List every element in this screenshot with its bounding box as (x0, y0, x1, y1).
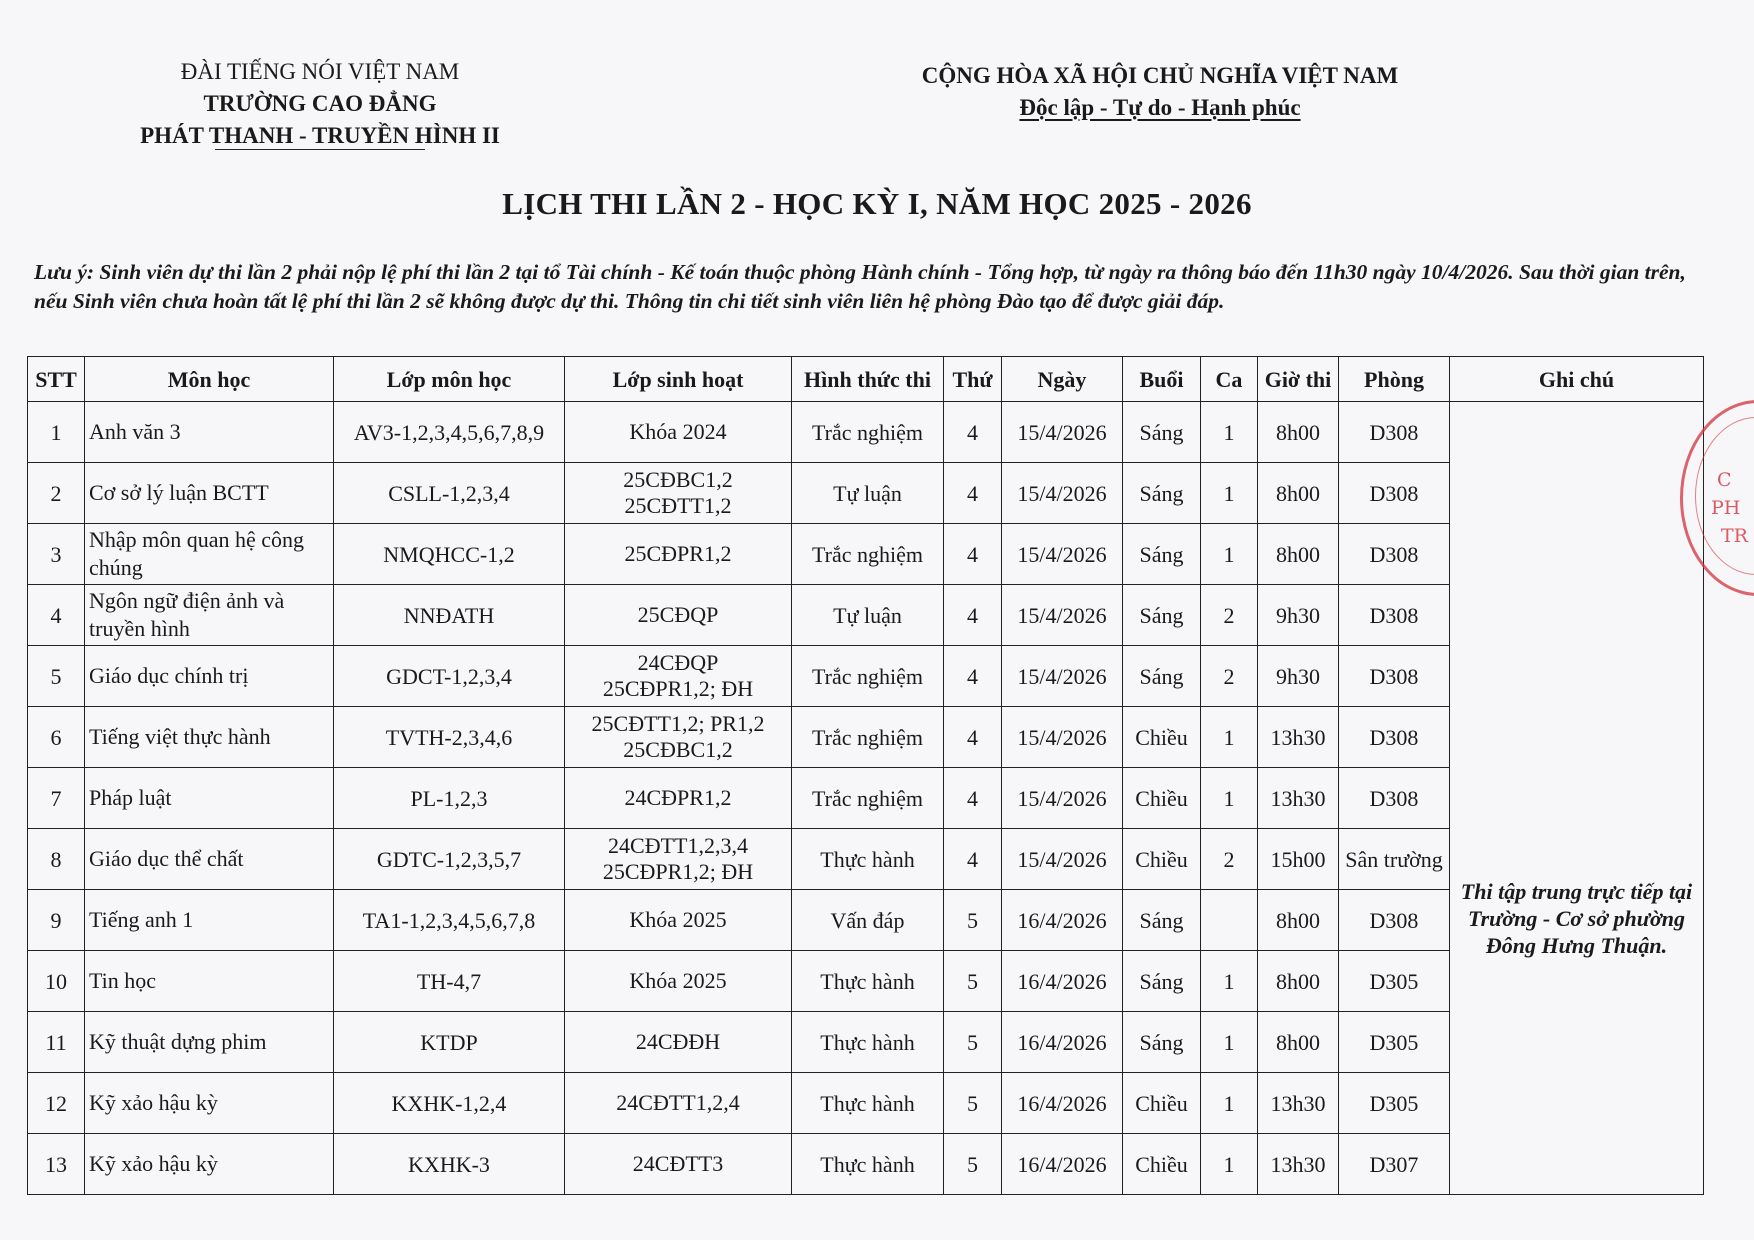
cell-home-class (565, 524, 792, 585)
cell-stt: 4 (28, 585, 85, 646)
home-class-line-1: 24CĐTT3 (632, 1151, 724, 1176)
col-header-time: Giờ thi (1258, 357, 1339, 402)
cell-subject: Kỹ thuật dựng phim (85, 1012, 334, 1073)
home-class-line-1: Khóa 2025 (629, 907, 727, 932)
national-motto: Độc lập - Tự do - Hạnh phúc (1019, 95, 1301, 120)
cell-shift: 1 (1201, 402, 1258, 463)
cell-shift: 1 (1201, 1012, 1258, 1073)
cell-time: 8h00 (1258, 463, 1339, 524)
cell-subject: Giáo dục chính trị (85, 646, 334, 707)
table-row (28, 402, 1704, 463)
cell-time: 15h00 (1258, 829, 1339, 890)
cell-subject: Kỹ xảo hậu kỳ (85, 1073, 334, 1134)
cell-time: 8h00 (1258, 951, 1339, 1012)
cell-course-class: KXHK-3 (334, 1134, 565, 1195)
cell-home-class (565, 707, 792, 768)
cell-date: 15/4/2026 (1002, 768, 1123, 829)
cell-time: 8h00 (1258, 402, 1339, 463)
cell-shift: 2 (1201, 646, 1258, 707)
cell-shift: 1 (1201, 463, 1258, 524)
cell-home-class (565, 1073, 792, 1134)
cell-room: D305 (1339, 951, 1450, 1012)
cell-date: 16/4/2026 (1002, 1012, 1123, 1073)
cell-stt: 12 (28, 1073, 85, 1134)
cell-course-class: TA1-1,2,3,4,5,6,7,8 (334, 890, 565, 951)
cell-time: 13h30 (1258, 768, 1339, 829)
cell-session: Sáng (1123, 646, 1201, 707)
cell-format: Trắc nghiệm (792, 707, 944, 768)
cell-time: 9h30 (1258, 585, 1339, 646)
cell-session: Sáng (1123, 463, 1201, 524)
cell-format: Thực hành (792, 1073, 944, 1134)
cell-session: Sáng (1123, 890, 1201, 951)
official-seal-inner-ring (1695, 417, 1754, 575)
cell-date: 15/4/2026 (1002, 707, 1123, 768)
col-header-session: Buổi (1123, 357, 1201, 402)
seal-text-1: C (1717, 469, 1732, 491)
cell-room: D308 (1339, 463, 1450, 524)
cell-subject: Cơ sở lý luận BCTT (85, 463, 334, 524)
cell-stt: 2 (28, 463, 85, 524)
cell-date: 16/4/2026 (1002, 1073, 1123, 1134)
cell-weekday: 4 (944, 463, 1002, 524)
cell-date: 15/4/2026 (1002, 463, 1123, 524)
cell-format: Vấn đáp (792, 890, 944, 951)
country-name: CỘNG HÒA XÃ HỘI CHỦ NGHĨA VIỆT NAM (921, 63, 1399, 88)
cell-format: Thực hành (792, 1134, 944, 1195)
cell-course-class: KXHK-1,2,4 (334, 1073, 565, 1134)
cell-date: 15/4/2026 (1002, 585, 1123, 646)
cell-date: 16/4/2026 (1002, 890, 1123, 951)
org-line-2: TRƯỜNG CAO ĐẲNG (203, 91, 437, 116)
cell-subject: Giáo dục thể chất (85, 829, 334, 890)
cell-weekday: 5 (944, 951, 1002, 1012)
cell-shift: 1 (1201, 768, 1258, 829)
cell-shift: 1 (1201, 951, 1258, 1012)
home-class-line-2: 25CĐPR1,2; ĐH (602, 859, 754, 884)
cell-weekday: 4 (944, 768, 1002, 829)
cell-shift: 2 (1201, 829, 1258, 890)
cell-weekday: 4 (944, 707, 1002, 768)
col-header-stt: STT (28, 357, 85, 402)
cell-room: D305 (1339, 1012, 1450, 1073)
cell-course-class: TVTH-2,3,4,6 (334, 707, 565, 768)
cell-room: D308 (1339, 402, 1450, 463)
cell-home-class (565, 1134, 792, 1195)
cell-subject: Anh văn 3 (85, 402, 334, 463)
cell-session: Chiều (1123, 829, 1201, 890)
cell-session: Sáng (1123, 402, 1201, 463)
col-header-course-class: Lớp môn học (334, 357, 565, 402)
seal-text-2: PH (1711, 497, 1741, 519)
cell-remark (1450, 402, 1704, 1195)
cell-subject: Ngôn ngữ điện ảnh và truyền hình (85, 585, 334, 646)
col-header-home-class: Lớp sinh hoạt (565, 357, 792, 402)
cell-stt: 13 (28, 1134, 85, 1195)
cell-room: D307 (1339, 1134, 1450, 1195)
col-header-shift: Ca (1201, 357, 1258, 402)
table-header-row (28, 357, 1704, 402)
cell-stt: 9 (28, 890, 85, 951)
cell-format: Tự luận (792, 585, 944, 646)
cell-weekday: 4 (944, 646, 1002, 707)
cell-stt: 11 (28, 1012, 85, 1073)
cell-course-class: NMQHCC-1,2 (334, 524, 565, 585)
home-class-line-1: 24CĐQP (637, 650, 719, 675)
cell-format: Tự luận (792, 463, 944, 524)
cell-room: D308 (1339, 707, 1450, 768)
cell-format: Thực hành (792, 951, 944, 1012)
cell-subject: Tin học (85, 951, 334, 1012)
cell-format: Trắc nghiệm (792, 768, 944, 829)
cell-course-class: GDCT-1,2,3,4 (334, 646, 565, 707)
cell-course-class: GDTC-1,2,3,5,7 (334, 829, 565, 890)
cell-format: Thực hành (792, 829, 944, 890)
cell-time: 13h30 (1258, 707, 1339, 768)
col-header-remark: Ghi chú (1450, 357, 1704, 402)
cell-time: 8h00 (1258, 1012, 1339, 1073)
cell-weekday: 4 (944, 585, 1002, 646)
exam-schedule-table (27, 356, 1704, 1195)
cell-format: Trắc nghiệm (792, 524, 944, 585)
cell-session: Chiều (1123, 1073, 1201, 1134)
cell-shift (1201, 890, 1258, 951)
col-header-room: Phòng (1339, 357, 1450, 402)
cell-time: 13h30 (1258, 1134, 1339, 1195)
cell-weekday: 5 (944, 1012, 1002, 1073)
notice-text: Lưu ý: Sinh viên dự thi lần 2 phải nộp lệ phí thi lần 2 tại tổ Tài chính - Kế toán thuộc phòng Hành chính - Tổng hợp, từ ngày ra thông báo đến 11h30 ngày 10/4/2026. Sau thời gian trên, nếu Sinh viên chưa hoàn tất lệ phí thi lần 2 sẽ không được dự thi. Thông tin chi tiết sinh viên liên hệ phòng Đào tạo để được giải đáp. (34, 260, 1686, 313)
cell-format: Thực hành (792, 1012, 944, 1073)
cell-home-class (565, 829, 792, 890)
home-class-line-1: Khóa 2025 (629, 968, 727, 993)
cell-stt: 10 (28, 951, 85, 1012)
page-title: LỊCH THI LẦN 2 - HỌC KỲ I, NĂM HỌC 2025 - 2026 (502, 186, 1252, 221)
cell-shift: 1 (1201, 1134, 1258, 1195)
cell-course-class: NNĐATH (334, 585, 565, 646)
cell-date: 15/4/2026 (1002, 829, 1123, 890)
cell-subject: Kỹ xảo hậu kỳ (85, 1134, 334, 1195)
home-class-line-1: 24CĐTT1,2,4 (616, 1090, 740, 1115)
cell-home-class (565, 402, 792, 463)
col-header-format: Hình thức thi (792, 357, 944, 402)
cell-room: D308 (1339, 768, 1450, 829)
home-class-line-2: 25CĐTT1,2 (624, 493, 732, 518)
home-class-line-1: 25CĐTT1,2; PR1,2 (591, 711, 765, 736)
cell-room: D308 (1339, 585, 1450, 646)
cell-course-class: CSLL-1,2,3,4 (334, 463, 565, 524)
cell-session: Chiều (1123, 1134, 1201, 1195)
cell-stt: 7 (28, 768, 85, 829)
col-header-weekday: Thứ (944, 357, 1002, 402)
cell-time: 9h30 (1258, 646, 1339, 707)
cell-shift: 2 (1201, 585, 1258, 646)
cell-course-class: KTDP (334, 1012, 565, 1073)
cell-weekday: 5 (944, 1134, 1002, 1195)
cell-home-class (565, 646, 792, 707)
cell-subject: Nhập môn quan hệ công chúng (85, 524, 334, 585)
cell-date: 16/4/2026 (1002, 951, 1123, 1012)
home-class-line-1: 25CĐQP (637, 602, 719, 627)
home-class-line-1: 25CĐPR1,2 (624, 541, 732, 566)
home-class-line-2: 25CĐBC1,2 (623, 737, 733, 762)
cell-time: 13h30 (1258, 1073, 1339, 1134)
col-header-date: Ngày (1002, 357, 1123, 402)
cell-time: 8h00 (1258, 524, 1339, 585)
cell-session: Chiều (1123, 707, 1201, 768)
table-body (28, 402, 1704, 1195)
cell-date: 15/4/2026 (1002, 646, 1123, 707)
cell-date: 15/4/2026 (1002, 402, 1123, 463)
cell-weekday: 4 (944, 829, 1002, 890)
home-class-line-1: 24CĐPR1,2 (624, 785, 732, 810)
cell-date: 15/4/2026 (1002, 524, 1123, 585)
col-header-subject: Môn học (85, 357, 334, 402)
cell-subject: Tiếng việt thực hành (85, 707, 334, 768)
cell-home-class (565, 585, 792, 646)
cell-room: D305 (1339, 1073, 1450, 1134)
cell-session: Sáng (1123, 1012, 1201, 1073)
cell-session: Sáng (1123, 524, 1201, 585)
cell-stt: 3 (28, 524, 85, 585)
cell-room: D308 (1339, 646, 1450, 707)
cell-room: D308 (1339, 524, 1450, 585)
cell-shift: 1 (1201, 707, 1258, 768)
cell-stt: 1 (28, 402, 85, 463)
national-header (880, 60, 1440, 124)
cell-home-class (565, 463, 792, 524)
home-class-line-1: 25CĐBC1,2 (623, 467, 733, 492)
cell-format: Trắc nghiệm (792, 646, 944, 707)
home-class-line-1: 24CĐĐH (635, 1029, 721, 1054)
cell-room: Sân trường (1339, 829, 1450, 890)
home-class-line-1: Khóa 2024 (629, 419, 727, 444)
cell-course-class: TH-4,7 (334, 951, 565, 1012)
cell-subject: Tiếng anh 1 (85, 890, 334, 951)
cell-weekday: 4 (944, 402, 1002, 463)
cell-course-class: PL-1,2,3 (334, 768, 565, 829)
cell-room: D308 (1339, 890, 1450, 951)
cell-stt: 8 (28, 829, 85, 890)
cell-session: Sáng (1123, 951, 1201, 1012)
home-class-line-1: 24CĐTT1,2,3,4 (608, 833, 748, 858)
seal-text-3: TR (1721, 525, 1748, 547)
cell-stt: 5 (28, 646, 85, 707)
cell-home-class (565, 1012, 792, 1073)
organization-header (110, 56, 530, 150)
cell-home-class (565, 951, 792, 1012)
remark-text: Thi tập trung trực tiếp tại Trường - Cơ sở phường Đông Hưng Thuận. (1460, 878, 1693, 958)
cell-shift: 1 (1201, 524, 1258, 585)
cell-weekday: 4 (944, 524, 1002, 585)
cell-format: Trắc nghiệm (792, 402, 944, 463)
cell-subject: Pháp luật (85, 768, 334, 829)
cell-course-class: AV3-1,2,3,4,5,6,7,8,9 (334, 402, 565, 463)
cell-time: 8h00 (1258, 890, 1339, 951)
cell-date: 16/4/2026 (1002, 1134, 1123, 1195)
cell-weekday: 5 (944, 1073, 1002, 1134)
cell-stt: 6 (28, 707, 85, 768)
cell-home-class (565, 890, 792, 951)
cell-home-class (565, 768, 792, 829)
cell-session: Chiều (1123, 768, 1201, 829)
org-line-1: ĐÀI TIẾNG NÓI VIỆT NAM (180, 59, 460, 84)
cell-weekday: 5 (944, 890, 1002, 951)
home-class-line-2: 25CĐPR1,2; ĐH (602, 676, 754, 701)
cell-shift: 1 (1201, 1073, 1258, 1134)
org-line-3: PHÁT THANH - TRUYỀN HÌNH II (140, 123, 500, 148)
cell-session: Sáng (1123, 585, 1201, 646)
